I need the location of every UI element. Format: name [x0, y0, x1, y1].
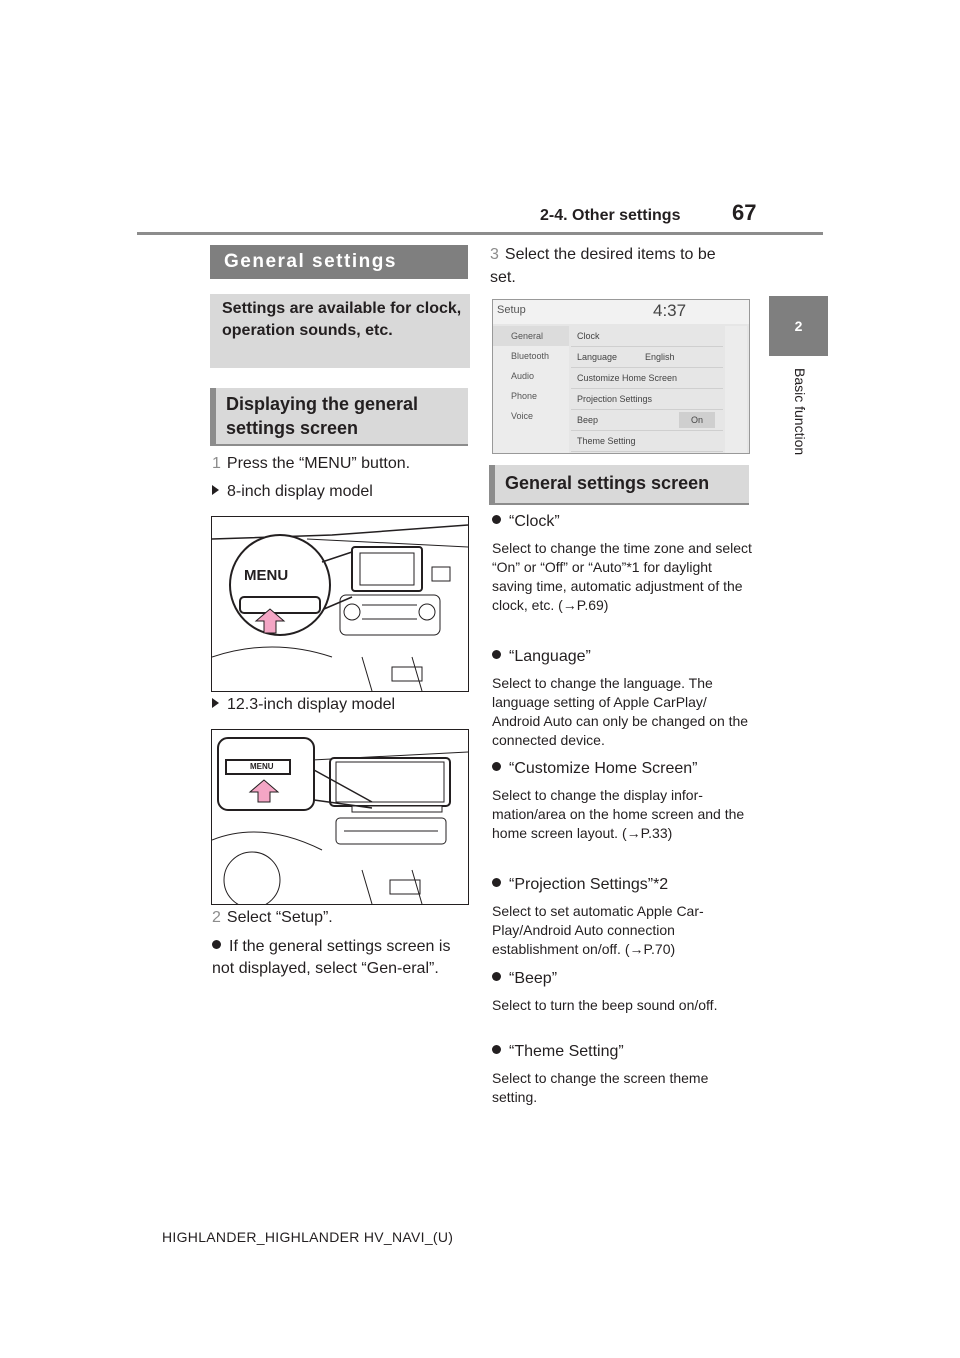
section-title: 2-4. Other settings — [540, 207, 681, 224]
setup-screen-illustration — [492, 299, 750, 454]
model-8-label: 8-inch display model — [212, 483, 373, 501]
scrollbar — [725, 326, 747, 453]
footer-model: HIGHLANDER_HIGHLANDER HV_NAVI_(U) — [162, 1229, 454, 1245]
setup-screen-title: Setup — [497, 304, 526, 316]
item-language: “Language” Select to change the language. The language setting of Apple CarPlay/ Android Auto can only be changed on the connected device. — [492, 648, 749, 748]
side-item-phone: Phone — [511, 391, 538, 401]
chapter-tab-label: Basic function — [792, 368, 808, 456]
menu-label-8inch: MENU — [244, 567, 289, 584]
step-1: 1 Press the “MENU” button. — [212, 455, 411, 472]
side-item-general: General — [493, 326, 569, 346]
page-number: 67 — [732, 200, 757, 225]
menu-button-illustration-8inch — [211, 516, 469, 692]
menu-button-illustration-12inch — [211, 729, 469, 905]
header-rule — [137, 232, 823, 235]
side-item-bluetooth: Bluetooth — [511, 351, 550, 361]
general-settings-screen-subheader: General settings screen — [489, 465, 749, 505]
step-3: 3 Select the desired items to be set. — [490, 246, 716, 286]
row-customize-home: Customize Home Screen — [571, 368, 723, 389]
general-settings-heading: General settings — [210, 245, 468, 279]
setup-screen-time: 4:37 — [653, 301, 687, 320]
displaying-subheader: Displaying the general settings screen — [210, 388, 468, 446]
side-item-audio: Audio — [511, 371, 535, 381]
item-beep: “Beep” Select to turn the beep sound on/off. — [492, 970, 718, 1013]
item-customize-home: “Customize Home Screen” Select to change the display infor-mation/area on the home screen and the home screen layout. (→P.33) — [492, 760, 745, 841]
row-clock: Clock — [571, 326, 723, 347]
item-theme: “Theme Setting” Select to change the screen theme setting. — [492, 1043, 709, 1105]
row-theme: Theme Setting — [571, 431, 723, 452]
item-projection: “Projection Settings”*2 Select to set automatic Apple Car-Play/Android Auto connection establishment on/off. (→P.70) — [492, 876, 704, 957]
row-beep: Beep On — [571, 410, 723, 431]
menu-label-12inch: MENU — [250, 762, 274, 771]
item-clock: “Clock” Select to change the time zone and select “On” or “Off” or “Auto”*1 for daylight saving time, automatic adjustment of the clock, etc. (→P.69) — [492, 513, 752, 613]
bullet-general: If the general settings screen is not displayed, select “Gen-eral”. — [212, 938, 451, 977]
model-12-label: 12.3-inch display model — [212, 696, 395, 714]
chapter-tab-number: 2 — [769, 296, 828, 356]
intro-box: Settings are available for clock, operation sounds, etc. — [210, 294, 470, 368]
row-projection: Projection Settings — [571, 389, 723, 410]
step-2: 2 Select “Setup”. — [212, 909, 333, 926]
side-item-voice: Voice — [511, 411, 534, 421]
row-language: Language English — [571, 347, 723, 368]
